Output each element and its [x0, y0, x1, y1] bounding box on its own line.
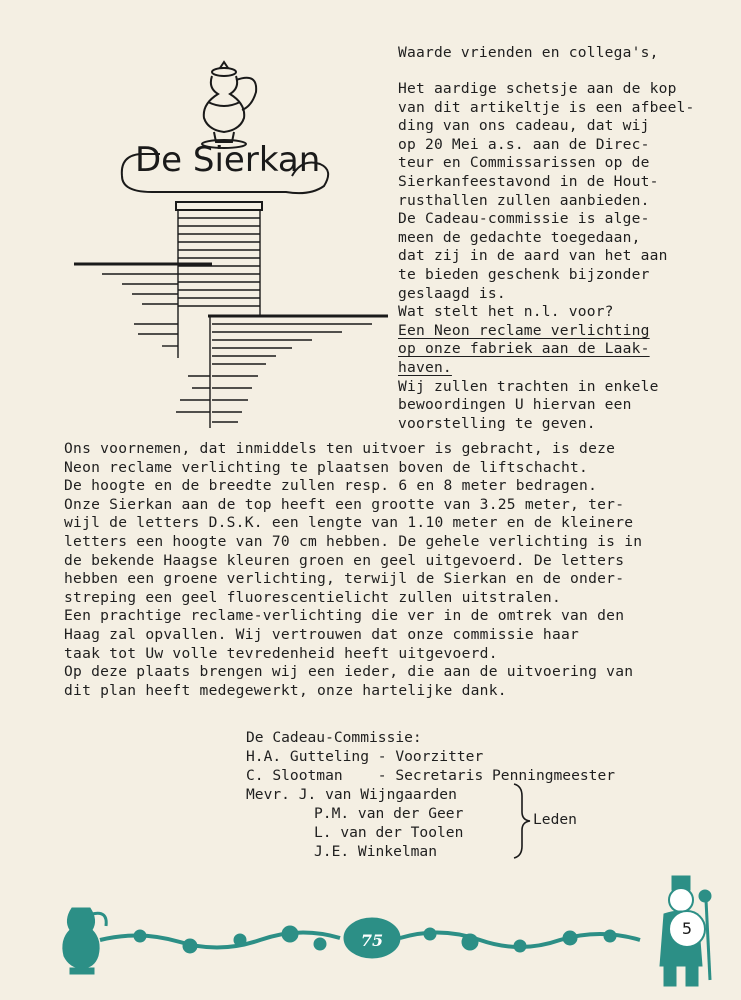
- committee-member: L. van der Toolen: [314, 824, 464, 841]
- intro-line: Het aardige schetsje aan de kop: [398, 80, 677, 97]
- underlined-line: op onze fabriek aan de Laak-: [398, 340, 650, 358]
- intro-line: Sierkanfeestavond in de Hout-: [398, 172, 659, 190]
- page-number: 5: [668, 910, 706, 948]
- intro-line: teur en Commissarissen op de: [398, 154, 650, 172]
- intro-line: bewoordingen U hiervan een: [398, 396, 632, 414]
- committee-member: P.M. van der Geer: [314, 805, 464, 822]
- intro-line: op 20 Mei a.s. aan de Direc-: [398, 135, 650, 153]
- body-line: Op deze plaats brengen wij een ieder, die aan de uitvoering van: [64, 663, 634, 681]
- greeting: Waarde vrienden en collega's,: [398, 44, 659, 61]
- committee-chair: H.A. Gutteling - Voorzitter: [246, 748, 484, 765]
- intro-line: dat zij in de aard van het aan: [398, 247, 668, 265]
- logo-title: De Sierkan: [135, 140, 321, 180]
- body-line: streping een geel fluorescentielicht zullen uitstralen.: [64, 588, 561, 606]
- intro-line: De Cadeau-commissie is algе-: [398, 210, 650, 228]
- intro-line: ding van ons cadeau, dat wij: [398, 117, 650, 135]
- body-line: Neon reclame verlichting te plaatsen boven de liftschacht.: [64, 458, 589, 476]
- body-line: hebben een groene verlichting, terwijl de Sierkan en de onder-: [64, 570, 625, 588]
- body-text: [64, 440, 714, 700]
- brick-tower: [74, 210, 388, 428]
- intro-line: te bieden geschenk bijzonder: [398, 265, 650, 283]
- signature-block: [246, 728, 615, 861]
- body-line: Een prachtige reclame-verlichting die ver in de omtrek van den: [64, 607, 625, 625]
- body-line: dit plan heeft medegewerkt, onze hartelijke dank.: [64, 681, 507, 699]
- intro-line: Wij zullen trachten in enkele: [398, 377, 659, 395]
- intro-line: van dit artikeltje is een afbeel-: [398, 98, 695, 116]
- intro-line: voorstelling te geven.: [398, 414, 596, 432]
- committee-member: J.E. Winkelman: [314, 843, 438, 860]
- intro-column: [398, 80, 698, 433]
- sierkan-illustration: [62, 58, 392, 428]
- body-line: De hoogte en de breedte zullen resp. 6 en 8 meter bedragen.: [64, 477, 598, 495]
- body-line: Onze Sierkan aan de top heeft een grootte van 3.25 meter, ter-: [64, 495, 625, 513]
- jug-icon: [63, 908, 106, 974]
- intro-line: Wat stelt het n.l. voor?: [398, 303, 614, 321]
- body-line: Ons voornemen, dat inmiddels ten uitvoer is gebracht, is deze: [64, 440, 616, 457]
- committee-heading: De Cadeau-Commissie:: [246, 729, 422, 746]
- underlined-line: haven.: [398, 358, 452, 376]
- committee-member: Mevr. J. van Wijngaarden: [246, 786, 457, 803]
- body-line: letters een hoogte van 70 cm hebben. De gehele verlichting is in: [64, 532, 643, 550]
- body-line: taak tot Uw volle tevredenheid heeft uitgevoerd.: [64, 644, 498, 662]
- body-line: wijl de letters D.S.K. een lengte van 1.10 meter en de kleinere: [64, 514, 634, 532]
- intro-line: geslaagd is.: [398, 284, 506, 302]
- anniversary-badge: 75: [360, 931, 384, 950]
- intro-line: meen de gedachte toegedaan,: [398, 228, 641, 246]
- underlined-line: Een Neon reclame verlichting: [398, 321, 650, 339]
- curly-brace-icon: [510, 782, 532, 860]
- body-line: Haag zal opvallen. Wij vertrouwen dat onze commissie haar: [64, 625, 580, 643]
- committee-secretary: C. Slootman - Secretaris Penningmeester: [246, 767, 616, 784]
- intro-line: rusthallen zullen aanbieden.: [398, 191, 650, 209]
- body-line: de bekende Haagse kleuren groen en geel uitgevoerd. De letters: [64, 551, 625, 569]
- members-label: Leden: [533, 811, 577, 828]
- jug-icon: [202, 62, 256, 148]
